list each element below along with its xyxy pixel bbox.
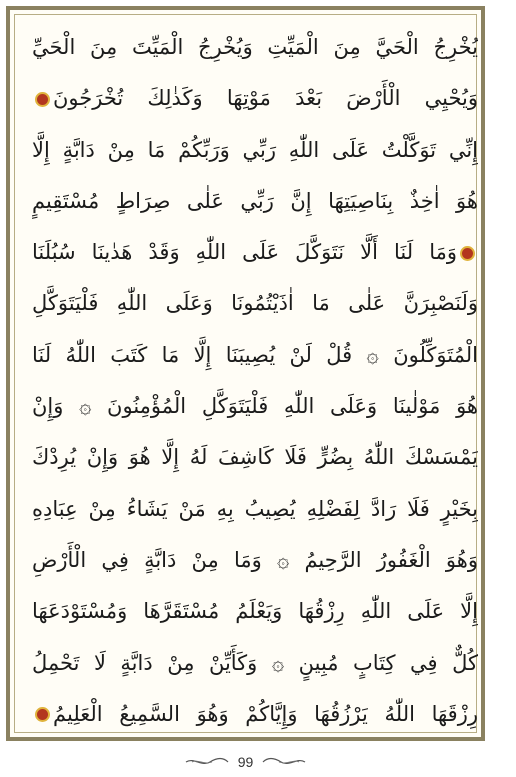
verse-line-4: [32, 176, 478, 227]
verse-line-9-text: يَمْسَسْكَ اللّٰهُ بِضُرٍّ فَلَا كَاشِفَ لَهُ إِلَّا هُوَ وَإِنْ يُرِدْكَ: [32, 445, 478, 470]
verse-line-11-text: وَهُوَ الْغَفُورُ الرَّحِيمُ ۞ وَمَا مِنْ دَابَّةٍ فِي الْأَرْضِ: [32, 547, 478, 572]
verse-line-10-text: بِخَيْرٍ فَلَا رَادَّ لِفَضْلِهِ يُصِيبُ بِهِ مَنْ يَشَاءُ مِنْ عِبَادِهِ: [32, 496, 478, 521]
verse-line-2: [32, 73, 478, 124]
page-number: 99: [237, 754, 254, 770]
verse-text-block: [32, 22, 478, 740]
verse-line-13-text: كُلٌّ فِي كِتَابٍ مُبِينٍ ۞ وَكَأَيِّنْ مِنْ دَابَّةٍ لَا تَحْمِلُ: [32, 650, 478, 675]
verse-line-4-text: هُوَ اٰخِذٌ بِنَاصِيَتِهَا إِنَّ رَبِّي عَلٰى صِرَاطٍ مُسْتَقِيمٍ: [32, 188, 478, 213]
ayah-marker-icon: [460, 246, 475, 261]
right-ornament-icon: [261, 756, 307, 768]
verse-line-3: [32, 125, 478, 176]
ayah-marker-icon: [35, 707, 50, 722]
verse-line-6: [32, 278, 478, 329]
left-ornament-icon: [184, 756, 230, 768]
verse-line-8: [32, 381, 478, 432]
verse-line-14: [32, 689, 478, 740]
ayah-marker-icon: [35, 92, 50, 107]
verse-line-9: [32, 432, 478, 483]
page-frame: [6, 6, 485, 741]
verse-line-1-text: يُخْرِجُ الْحَيَّ مِنَ الْمَيِّتِ وَيُخْرِجُ الْمَيِّتَ مِنَ الْحَيِّ: [32, 35, 478, 59]
verse-line-7: [32, 330, 478, 381]
verse-line-1: [32, 22, 478, 73]
verse-line-5: [32, 227, 478, 278]
verse-line-14-text: رِزْقَهَا اللّٰهُ يَرْزُقُهَا وَإِيَّاكُمْ وَهُوَ السَّمِيعُ الْعَلِيمُ: [53, 701, 478, 726]
verse-line-6-text: وَلَنَصْبِرَنَّ عَلٰى مَا اٰذَيْتُمُونَا وَعَلَى اللّٰهِ فَلْيَتَوَكَّلِ: [32, 291, 478, 316]
verse-line-7-text: الْمُتَوَكِّلُونَ ۞ قُلْ لَنْ يُصِيبَنَا إِلَّا مَا كَتَبَ اللّٰهُ لَنَا: [32, 342, 478, 367]
verse-line-2-text: وَيُحْيِي الْأَرْضَ بَعْدَ مَوْتِهَا وَكَذٰلِكَ تُخْرَجُونَ: [53, 86, 478, 111]
verse-line-12-text: إِلَّا عَلَى اللّٰهِ رِزْقُهَا وَيَعْلَمُ مُسْتَقَرَّهَا وَمُسْتَوْدَعَهَا: [32, 599, 478, 624]
verse-line-3-text: إِنِّي تَوَكَّلْتُ عَلَى اللّٰهِ رَبِّي وَرَبِّكُمْ مَا مِنْ دَابَّةٍ إِلَّا: [32, 137, 478, 162]
verse-line-12: [32, 586, 478, 637]
verse-line-13: [32, 638, 478, 689]
verse-line-8-text: هُوَ مَوْلٰينَا وَعَلَى اللّٰهِ فَلْيَتَوَكَّلِ الْمُؤْمِنُونَ ۞ وَإِنْ: [32, 394, 478, 419]
verse-line-5-text: وَمَا لَنَا أَلَّا نَتَوَكَّلَ عَلَى اللّٰهِ وَقَدْ هَدٰينَا سُبُلَنَا: [32, 240, 457, 265]
verse-line-10: [32, 484, 478, 535]
page-footer: [0, 752, 491, 772]
verse-line-11: [32, 535, 478, 586]
